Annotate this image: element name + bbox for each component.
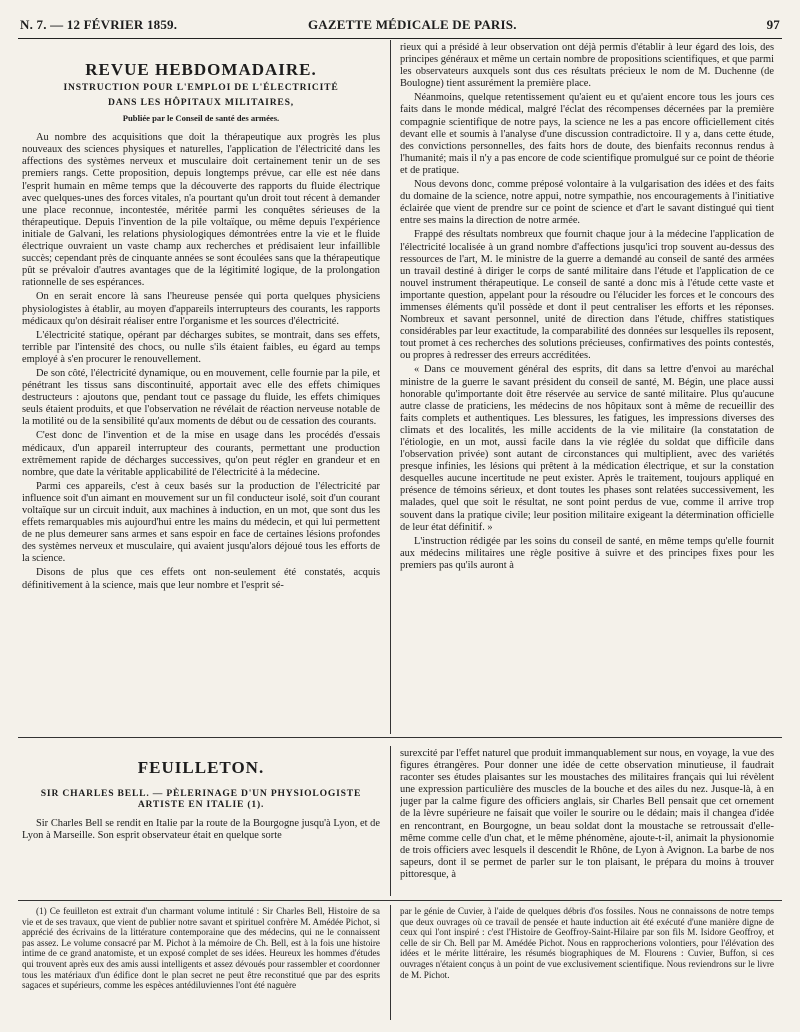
footnote-right bbox=[400, 906, 774, 1022]
instruction-title-line1: INSTRUCTION POUR L'EMPLOI DE L'ÉLECTRICITÉ bbox=[63, 82, 339, 94]
instruction-title-line2: DANS LES HÔPITAUX MILITAIRES, bbox=[108, 97, 294, 109]
issue-date: N. 7. — 12 FÉVRIER 1859. bbox=[20, 17, 178, 32]
feuilleton-paragraph: surexcité par l'effet naturel que produit immanquablement sur nous, en voyage, la vue des figures étrangères. Pour donner une idée de cette observation minutieuse, il faudrait raconter ses études plaisantes sur les moustaches des militaires français qui lui révèlent une expression particulière des muscles de la bouche et des ailes du nez. Jusque-là, à en juger par la calme figure des officiers anglais, sir Charles Bell pensait que cet ornement de la lèvre supérieure ne faisait que voiler le sourire ou le dédain; mais il changea d'idée en rencontrant, en Bourgogne, un beau soldat dont la moustache se retroussait d'elle-même comme celle d'un chat, et le même phénomène, ajoute-t-il, animait la physionomie de trois officiers avec lesquels il descendit le Rhône, de Lyon à Avignon. La barbe de nos sapeurs, dont il se permet de parler sur le ton plaisant, le prépara du moins à trouver pittoresque, à bbox=[400, 748, 774, 880]
feuilleton-separator bbox=[18, 737, 782, 738]
revue-left-column bbox=[22, 62, 380, 732]
journal-title: GAZETTE MÉDICALE DE PARIS. bbox=[308, 17, 517, 32]
article-paragraph: C'est donc de l'invention et de la mise en usage dans les procédés d'essais médicaux, d'un appareil interrupteur des courants, permettant une production extrêmement rapide de décharges successives, qu'on peut régler en grandeur et en nombre, que date la véritable applicabilité de l'électricité à la médecine. bbox=[22, 430, 380, 478]
column-divider-top bbox=[390, 40, 391, 734]
footnote-text: par le génie de Cuvier, à l'aide de quelques débris d'os fossiles. Nous ne connaissons de notre temps que deux ouvrages où ce travail de pensée et haute induction ait été exécuté d'une manière digne de ceux qui l'ont inspiré : c'est l'Histoire de Geoffroy-Saint-Hilaire par son fils M. Isidore Geoffroy, et celle de sir Ch. Bell par M. Amédée Pichot. Nous en rapprocherions volontiers, pour l'élévation des idées et le mérite littéraire, les résumés biographiques de M. Flourens : Cuvier, Buffon, si ces ouvrages n'étaient conçus à un point de vue exclusivement scientifique. Nous reviendrons sur le livre de M. Pichot. bbox=[400, 906, 774, 980]
feuilleton-right-column bbox=[400, 748, 774, 896]
footnote-left bbox=[22, 906, 380, 1022]
article-paragraph: Frappé des résultats nombreux que fournit chaque jour à la médecine l'application de l'électricité localisée à un grand nombre d'affections jusqu'ici trop souvent au-dessus des ressources de l'art, M. le ministre de la guerre a demandé au conseil de santé des armées un travail destiné à diriger le corps de santé militaire dans l'étude et l'application de ce nouvel instrument thérapeutique. Le conseil de santé a donc mis à l'étude cette vaste et importante question, appelant pour la résoudre ou l'élucider les forces et le concours des immenses éléments qu'il possède et dont il peut centraliser les efforts et les réponses. Nombreux et savant personnel, unité de direction dans l'étude, chiffres statistiques considérables par leur exactitude, la comparabilité des données sur lesquelles ils reposent, tout promet à ces recherches des solutions précieuses, confirmatives des points contestés, ou propres à redresser des erreurs accréditées. bbox=[400, 229, 774, 362]
page-number: 97 bbox=[766, 17, 780, 32]
published-by: Publiée par le Conseil de santé des armées. bbox=[122, 113, 280, 124]
article-paragraph: L'électricité statique, opérant par décharges subites, se montrait, dans ses effets, terrible par l'intensité des chocs, ou nulle s'ils étaient faibles, eu égard au temps employé à s'en procurer le renouvellement. bbox=[22, 329, 380, 365]
quoted-letter: « Dans ce mouvement général des esprits, dit dans sa lettre d'envoi au maréchal ministre de la guerre le savant président du conseil de santé, M. Bégin, une place aussi honorable qu'importante doit être réservée au service de santé militaire. Plus qu'aucune autre classe de praticiens, les médecins de nos hôpitaux sont à même de recueillir des faits complets et authentiques. Les blessures, les fatigues, les impressions diverses des climats et des localités, les mille accidents de la vie militaire (la constatation de l'étiologie, en un mot, aussi facile dans la vie réglée du soldat que difficile dans l'observation privée) sont autant de circonstances qui multiplient, avec des variétés presque infinies, les lésions qui prêtent à la médication électrique, et sur la constation desquelles aucune incertitude ne peut exister. Après le traitement, toujours appliqué en présence de témoins sérieux, et dont toutes les phases sont relatées successivement, les malades, quel que soit le résultat, ne sont point perdus de vue, comme il arrive trop souvent dans la pratique civile; leur position militaire exigeant la détermination officielle de leur état définitif. » bbox=[400, 364, 774, 533]
footnote-text: (1) Ce feuilleton est extrait d'un charmant volume intitulé : Sir Charles Bell, Histoire de sa vie et de ses travaux, que vient de publier notre savant et spirituel confrère M. Amédée Pichot, si apprécié des écrivains de la littérature contemporaine que des médecins, qui ne le connaissent pas assez. Le volume consacré par M. Pichot à la mémoire de Ch. Bell, est à la fois une histoire intime de ce grand anatomiste, et un exposé complet de ses idées. Heureux les hommes d'études qui trouvent après eux des amis aussi intelligents et assez dévoués pour rassembler et coordonner tous les matériaux d'un édifice dont le plan secret ne peut être reconstitué que par des esprits sagaces et supérieurs, comme les espèces antédiluviennes l'ont été naguère bbox=[22, 906, 380, 991]
feuilleton-subtitle: SIR CHARLES BELL. — PÈLERINAGE D'UN PHYSIOLOGISTE ARTISTE EN ITALIE (1). bbox=[40, 788, 362, 811]
article-paragraph: L'instruction rédigée par les soins du conseil de santé, en même temps qu'elle fournit aux médecins militaires une règle positive à suivre et des principes fixes pour les premiers pas qu'ils auront à bbox=[400, 535, 774, 571]
column-divider-bottom bbox=[390, 905, 391, 1020]
article-paragraph: Nous devons donc, comme préposé volontaire à la vulgarisation des idées et des faits du domaine de la science, notre appui, notre sympathie, nos encouragements à l'initiative éclairée que vient de prendre sur ce point de science et d'art le savant distingué qui tient entre ses mains la direction de notre armée. bbox=[400, 179, 774, 227]
revue-title: REVUE HEBDOMADAIRE. bbox=[85, 62, 317, 79]
revue-right-column bbox=[400, 42, 774, 732]
article-paragraph: De son côté, l'électricité dynamique, ou en mouvement, celle fournie par la pile, et pénétrant les tissus sans discontinuité, apportait avec elle des effets chimiques destructeurs : ajoutons que, pendant tout ce passage du fluide, les effets chimiques seuls étaient produits, et que l'observation ne révélait de réaction nerveuse notable de la motilité ou de la sensibilité qu'aux moments de début ou de cessation des courants. bbox=[22, 367, 380, 428]
article-paragraph: Disons de plus que ces effets ont non-seulement été constatés, acquis définitivement à la science, mais que leur nombre et l'esprit sé- bbox=[22, 567, 380, 591]
article-paragraph: Au nombre des acquisitions que doit la thérapeutique aux progrès les plus nouveaux des sciences physiques et naturelles, l'application de l'électricité dans les affections des systèmes nerveux et musculaire doit certainement tenir un de ses premiers rangs. Cette proposition, depuis longtemps prévue, car elle est née dans l'esprit humain en même temps que la découverte des rapports du fluide électrique avec quelques-unes des forces vitales, n'a pourtant qu'un droit tout récent à demander une place reconnue, incontestée, méritée parmi les conquêtes sérieuses de la thérapeutique. Depuis l'invention de la pile voltaïque, ou même depuis l'expérience initiale de Galvani, les relations physiologiques démontrées entre la vie et le fluide électrique ouvraient un vaste champ aux recherches et prédisaient leur infaillible succès; cependant près de cinquante années se sont écoulées sans que la thérapeutique pût se prévaloir d'autres avantages que de la légitimité logique, de la prolongation rationnelle de ses espérances. bbox=[22, 132, 380, 289]
article-paragraph: Néanmoins, quelque retentissement qu'aient eu et qu'aient encore tous les jours ces faits dans le monde médical, malgré l'éclat des récompenses décernées par la première compagnie scientifique de notre pays, la science ne les a pas encore officiellement cités devant elle et soumis à l'analyse d'une discussion contradictoire. Il y a, dans cette étude, des convictions personnelles, des faits hors de doute, des bienfaits reconnus rendus à l'humanité; mais il n'y a pas encore de code scientifique promulgué sur ce point de théorie et de pratique. bbox=[400, 92, 774, 176]
article-paragraph: On en serait encore là sans l'heureuse pensée qui porta quelques physiciens physiologistes à établir, au moyen d'appareils interrupteurs des courants, les rapports médicaux qu'on désirait réaliser entre l'organisme et les sources d'électricité. bbox=[22, 291, 380, 327]
feuilleton-left-column bbox=[22, 760, 380, 896]
page-header bbox=[18, 14, 782, 39]
article-paragraph: Parmi ces appareils, c'est à ceux basés sur la production de l'électricité par influence soit d'un aimant en mouvement sur un fil conducteur isolé, soit d'un courant voltaïque sur un circuit induit, aux machines à induction, en un mot, que sont dus les effets remarquables mis aujourd'hui entre les mains du médecin, et qui lui permettent de ne plus demeurer sans armes et sans espoir en face de certaines lésions profondes des systèmes nerveux et musculaire, qui avaient jusqu'alors déjoué tous les efforts de la science. bbox=[22, 480, 380, 565]
column-divider-middle bbox=[390, 746, 391, 896]
feuilleton-paragraph: Sir Charles Bell se rendit en Italie par la route de la Bourgogne jusqu'à Lyon, et de Lyon à Marseille. Son esprit observateur était en quelque sorte bbox=[22, 818, 380, 842]
article-paragraph: rieux qui a présidé à leur observation ont déjà permis d'établir à leur égard des lois, des principes généraux et même un certain nombre de propositions scientifiques, et que parmi les observateurs auxquels sont dus ces résultats précieux le nom de M. Duchenne (de Boulogne) tient assurément la première place. bbox=[400, 42, 774, 90]
footnote-separator bbox=[18, 900, 782, 901]
feuilleton-title: FEUILLETON. bbox=[137, 760, 265, 777]
